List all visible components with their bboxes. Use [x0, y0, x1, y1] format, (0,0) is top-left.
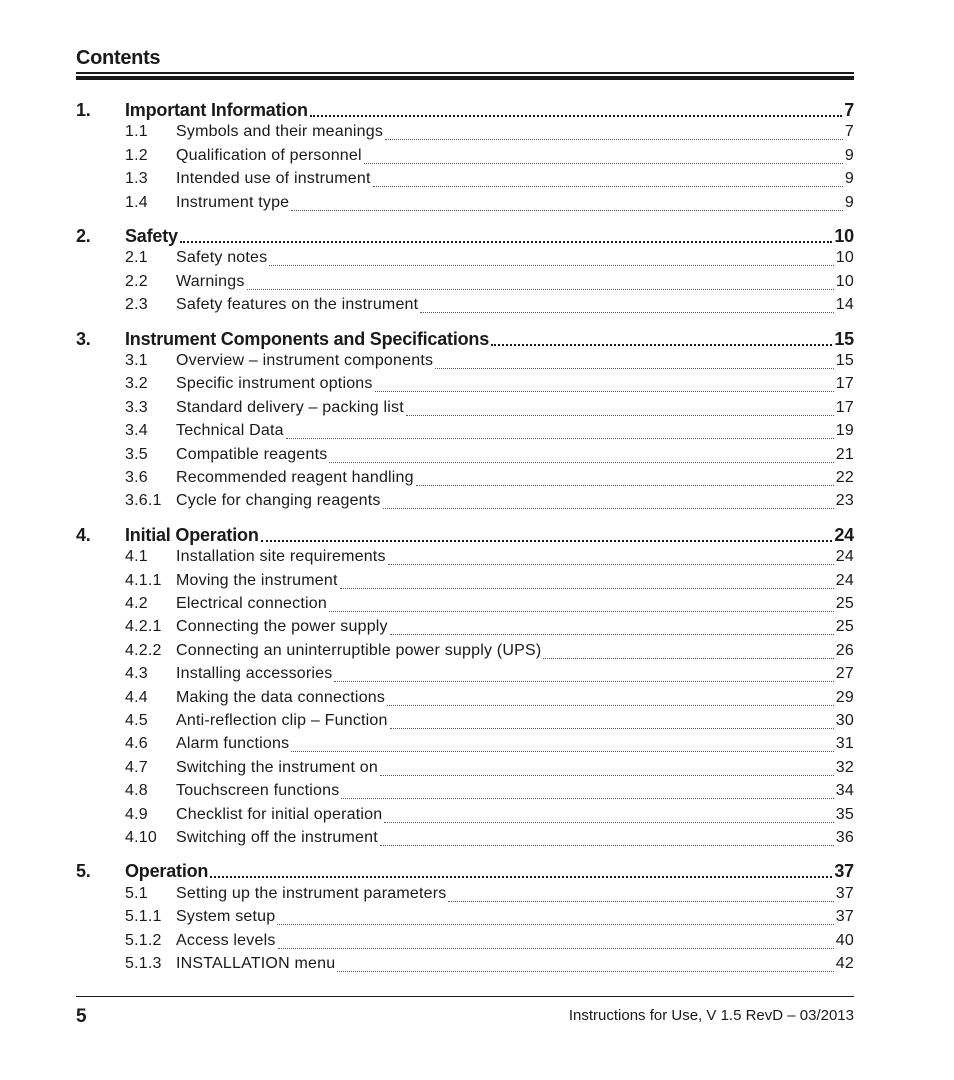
toc-entry-page: 23: [835, 492, 854, 509]
toc-dot-leader: [210, 876, 832, 878]
toc-dot-leader: [291, 210, 843, 211]
toc-entry-title: Installation site requirements: [176, 548, 386, 565]
toc-entry-title: Switching the instrument on: [176, 759, 378, 776]
toc-section-entry[interactable]: [125, 885, 854, 907]
toc-entry-page: 27: [835, 665, 854, 682]
toc-entry-title: System setup: [176, 908, 276, 925]
toc-section-entry[interactable]: [125, 955, 854, 977]
toc-section-entry[interactable]: [125, 806, 854, 828]
toc-dot-leader: [337, 971, 833, 972]
toc-entry-title: Intended use of instrument: [176, 170, 371, 187]
toc-section-entry[interactable]: [125, 147, 854, 169]
toc-entry-title: Connecting an uninterruptible power supply (UPS): [176, 642, 542, 659]
toc-entry-number: 4.6: [125, 735, 148, 752]
toc-entry-title: Safety: [125, 226, 178, 246]
toc-chapter-entry[interactable]: [76, 100, 854, 122]
toc-entry-title: Moving the instrument: [176, 572, 338, 589]
toc-section-entry[interactable]: [125, 469, 854, 491]
toc-entry-page: 10: [834, 226, 854, 246]
toc-entry-title: Checklist for initial operation: [176, 806, 383, 823]
toc-dot-leader: [286, 438, 834, 439]
toc-entry-page: 10: [835, 273, 854, 290]
toc-section-entry[interactable]: [125, 712, 854, 734]
toc-entry-number: 3.5: [125, 446, 148, 463]
toc-section-entry[interactable]: [125, 829, 854, 851]
toc-entry-page: 37: [835, 885, 854, 902]
toc-dot-leader: [543, 658, 833, 659]
toc-entry-number: 2.3: [125, 296, 148, 313]
footer-doc-info: Instructions for Use, V 1.5 RevD – 03/2013: [568, 1007, 854, 1024]
toc-entry-number: 4.2.1: [125, 618, 162, 635]
toc-entry-title: Setting up the instrument parameters: [176, 885, 447, 902]
toc-section-entry[interactable]: [125, 492, 854, 514]
toc-section-entry[interactable]: [125, 759, 854, 781]
toc-dot-leader: [180, 241, 833, 243]
toc-section-entry[interactable]: [125, 618, 854, 640]
toc-entry-page: 40: [835, 932, 854, 949]
toc-entry-title: Touchscreen functions: [176, 782, 340, 799]
toc-entry-page: 7: [844, 100, 854, 120]
toc-dot-leader: [384, 822, 834, 823]
toc-section-entry[interactable]: [125, 782, 854, 804]
toc-entry-number: 4.3: [125, 665, 148, 682]
toc-dot-leader: [390, 634, 834, 635]
toc-entry-title: Access levels: [176, 932, 276, 949]
toc-entry-number: 4.5: [125, 712, 148, 729]
toc-section-entry[interactable]: [125, 273, 854, 295]
toc-section-entry[interactable]: [125, 399, 854, 421]
toc-entry-page: 26: [835, 642, 854, 659]
toc-entry-page: 31: [835, 735, 854, 752]
toc-entry-page: 9: [844, 170, 854, 187]
toc-entry-title: Compatible reagents: [176, 446, 328, 463]
toc-entry-page: 24: [834, 525, 854, 545]
toc-entry-title: Overview – instrument components: [176, 352, 434, 369]
toc-entry-page: 42: [835, 955, 854, 972]
toc-dot-leader: [380, 845, 834, 846]
toc-section-entry[interactable]: [125, 735, 854, 757]
toc-entry-number: 4.8: [125, 782, 148, 799]
toc-entry-page: 36: [835, 829, 854, 846]
toc-dot-leader: [491, 344, 832, 346]
toc-entry-title: Anti-reflection clip – Function: [176, 712, 388, 729]
toc-entry-page: 30: [835, 712, 854, 729]
toc-entry-title: Instrument type: [176, 194, 290, 211]
toc-dot-leader: [420, 312, 834, 313]
toc-dot-leader: [310, 115, 842, 117]
toc-dot-leader: [375, 391, 834, 392]
toc-entry-title: Making the data connections: [176, 689, 386, 706]
toc-entry-page: 9: [844, 194, 854, 211]
toc-dot-leader: [329, 611, 834, 612]
toc-entry-number: 2.: [76, 226, 91, 246]
toc-section-entry[interactable]: [125, 446, 854, 468]
toc-entry-title: Switching off the instrument: [176, 829, 378, 846]
toc-entry-page: 17: [835, 399, 854, 416]
toc-dot-leader: [416, 485, 834, 486]
toc-entry-title: Initial Operation: [125, 525, 259, 545]
toc-entry-number: 5.: [76, 861, 91, 881]
toc-entry-number: 5.1.3: [125, 955, 162, 972]
toc-entry-title: Operation: [125, 861, 209, 881]
toc-dot-leader: [329, 462, 833, 463]
toc-dot-leader: [383, 508, 834, 509]
toc-entry-page: 25: [835, 618, 854, 635]
toc-entry-title: Warnings: [176, 273, 245, 290]
toc-entry-number: 2.1: [125, 249, 148, 266]
toc-entry-number: 1.2: [125, 147, 148, 164]
toc-entry-page: 37: [834, 861, 854, 881]
toc-dot-leader: [380, 775, 834, 776]
toc-dot-leader: [334, 681, 833, 682]
toc-entry-title: Electrical connection: [176, 595, 327, 612]
footer-rule: [76, 996, 854, 997]
toc-entry-title: Recommended reagent handling: [176, 469, 414, 486]
toc-entry-page: 24: [835, 548, 854, 565]
toc-section-entry[interactable]: [125, 170, 854, 192]
toc-dot-leader: [269, 265, 833, 266]
toc-section-entry[interactable]: [125, 375, 854, 397]
toc-entry-number: 4.7: [125, 759, 148, 776]
toc-dot-leader: [387, 705, 834, 706]
toc-entry-number: 4.4: [125, 689, 148, 706]
toc-entry-number: 4.1.1: [125, 572, 162, 589]
toc-entry-title: Connecting the power supply: [176, 618, 388, 635]
toc-entry-title: Symbols and their meanings: [176, 123, 384, 140]
top-rule-thick: [76, 76, 854, 80]
toc-dot-leader: [340, 588, 834, 589]
toc-entry-number: 3.1: [125, 352, 148, 369]
toc-entry-page: 9: [844, 147, 854, 164]
toc-section-entry[interactable]: [125, 689, 854, 711]
toc-section-entry[interactable]: [125, 123, 854, 145]
top-rule: [76, 72, 854, 74]
toc-entry-title: Instrument Components and Specifications: [125, 329, 490, 349]
toc-chapter-entry[interactable]: [76, 226, 854, 248]
toc-section-entry[interactable]: [125, 908, 854, 930]
toc-entry-number: 3.6.1: [125, 492, 162, 509]
toc-entry-page: 10: [835, 249, 854, 266]
toc-entry-page: 24: [835, 572, 854, 589]
toc-section-entry[interactable]: [125, 548, 854, 570]
toc-dot-leader: [277, 924, 833, 925]
toc-entry-title: Cycle for changing reagents: [176, 492, 381, 509]
toc-dot-leader: [278, 948, 834, 949]
toc-entry-page: 7: [844, 123, 854, 140]
toc-chapter-entry[interactable]: [76, 525, 854, 547]
footer-page-number: 5: [76, 1006, 87, 1027]
toc-entry-number: 4.2.2: [125, 642, 162, 659]
toc-dot-leader: [385, 139, 843, 140]
toc-section-entry[interactable]: [125, 572, 854, 594]
toc-dot-leader: [247, 289, 834, 290]
toc-entry-number: 3.6: [125, 469, 148, 486]
toc-entry-page: 29: [835, 689, 854, 706]
toc-entry-title: Alarm functions: [176, 735, 290, 752]
toc-section-entry[interactable]: [125, 352, 854, 374]
toc-entry-number: 3.: [76, 329, 91, 349]
toc-entry-number: 1.1: [125, 123, 148, 140]
toc-entry-number: 5.1: [125, 885, 148, 902]
toc-entry-number: 1.: [76, 100, 91, 120]
toc-section-entry[interactable]: [125, 296, 854, 318]
toc-section-entry[interactable]: [125, 642, 854, 664]
toc-chapter-entry[interactable]: [76, 329, 854, 351]
toc-entry-page: 34: [835, 782, 854, 799]
toc-chapter-entry[interactable]: [76, 861, 854, 883]
toc-entry-title: INSTALLATION menu: [176, 955, 336, 972]
toc-entry-number: 4.1: [125, 548, 148, 565]
toc-dot-leader: [390, 728, 834, 729]
toc-entry-number: 1.3: [125, 170, 148, 187]
toc-dot-leader: [435, 368, 834, 369]
toc-entry-title: Technical Data: [176, 422, 284, 439]
toc-dot-leader: [261, 540, 833, 542]
toc-entry-title: Safety notes: [176, 249, 268, 266]
toc-dot-leader: [291, 751, 834, 752]
contents-heading: Contents: [76, 47, 161, 69]
toc-entry-number: 5.1.1: [125, 908, 162, 925]
toc-entry-title: Standard delivery – packing list: [176, 399, 404, 416]
toc-entry-page: 37: [835, 908, 854, 925]
toc-entry-page: 32: [835, 759, 854, 776]
toc-entry-page: 17: [835, 375, 854, 392]
toc-entry-number: 2.2: [125, 273, 148, 290]
toc-entry-title: Qualification of personnel: [176, 147, 362, 164]
toc-dot-leader: [364, 163, 843, 164]
toc-dot-leader: [373, 186, 843, 187]
toc-section-entry[interactable]: [125, 932, 854, 954]
toc-entry-number: 4.10: [125, 829, 157, 846]
toc-entry-page: 22: [835, 469, 854, 486]
toc-entry-page: 14: [835, 296, 854, 313]
toc-entry-title: Installing accessories: [176, 665, 333, 682]
toc-entry-page: 15: [834, 329, 854, 349]
toc-dot-leader: [406, 415, 834, 416]
toc-dot-leader: [388, 564, 834, 565]
toc-entry-number: 3.3: [125, 399, 148, 416]
toc-section-entry[interactable]: [125, 665, 854, 687]
toc-entry-number: 4.2: [125, 595, 148, 612]
toc-entry-number: 3.4: [125, 422, 148, 439]
toc-dot-leader: [448, 901, 833, 902]
toc-section-entry[interactable]: [125, 249, 854, 271]
toc-entry-number: 5.1.2: [125, 932, 162, 949]
toc-entry-number: 3.2: [125, 375, 148, 392]
toc-entry-number: 1.4: [125, 194, 148, 211]
toc-entry-page: 25: [835, 595, 854, 612]
toc-entry-title: Safety features on the instrument: [176, 296, 419, 313]
toc-entry-page: 21: [835, 446, 854, 463]
toc-entry-title: Specific instrument options: [176, 375, 373, 392]
toc-entry-page: 19: [835, 422, 854, 439]
toc-section-entry[interactable]: [125, 595, 854, 617]
toc-section-entry[interactable]: [125, 194, 854, 216]
toc-dot-leader: [341, 798, 833, 799]
toc-section-entry[interactable]: [125, 422, 854, 444]
toc-entry-number: 4.: [76, 525, 91, 545]
toc-entry-number: 4.9: [125, 806, 148, 823]
toc-entry-page: 15: [835, 352, 854, 369]
toc-entry-title: Important Information: [125, 100, 308, 120]
toc-entry-page: 35: [835, 806, 854, 823]
